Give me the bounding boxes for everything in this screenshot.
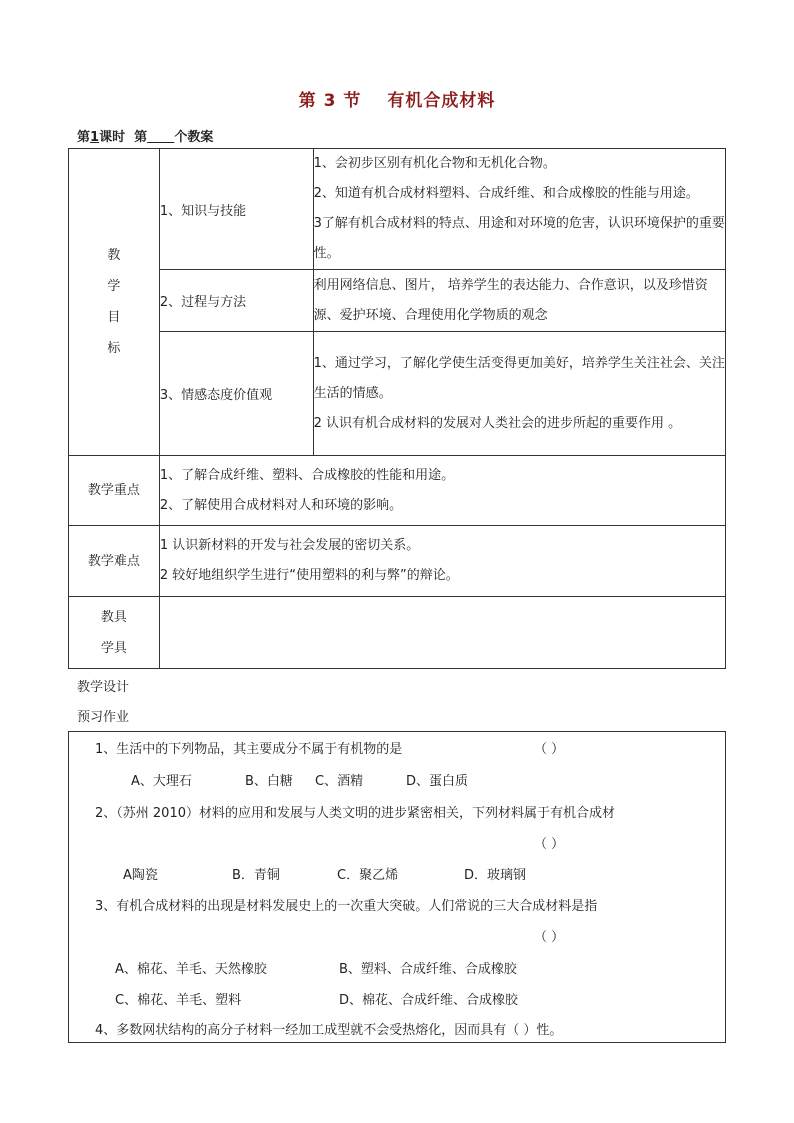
question-1-bracket: （ ）	[534, 742, 565, 757]
objective-label-attitude: 3、情感态度价值观	[159, 332, 313, 456]
question-1: 1、生活中的下列物品，其主要成分不属于有机物的是	[95, 742, 403, 757]
design-label: 教学设计	[77, 680, 130, 695]
option: B．青铜	[232, 868, 280, 883]
objective-content-knowledge: 1、会初步区别有机化合物和无机化合物。 2、知道有机合成材料塑料、合成纤维、和合成橡胶的性能与用途。 3了解有机合成材料的特点、用途和对环境的危害，认识环境保护的重要性。	[313, 149, 725, 270]
option: C．聚乙烯	[337, 868, 399, 883]
lesson-info: 第1课时 第 个教案	[77, 130, 214, 145]
option: C、酒精	[315, 774, 364, 789]
option: A、大理石	[131, 774, 192, 789]
option: B、塑料、合成纤维、合成橡胶	[339, 962, 517, 977]
option: D、蛋白质	[406, 774, 469, 789]
question-4: 4、多数网状结构的高分子材料一经加工成型就不会受热熔化，因而具有（ ）性。	[95, 1023, 563, 1038]
objective-label-process: 2、过程与方法	[159, 270, 313, 332]
key-points-label: 教学重点	[69, 456, 160, 526]
difficulties-content: 1 认识新材料的开发与社会发展的密切关系。 2 较好地组织学生进行“使用塑料的利与弊”的辩论。	[159, 526, 725, 597]
lesson-period: 1	[90, 130, 100, 145]
difficulties-label: 教学难点	[69, 526, 160, 597]
question-3: 3、有机合成材料的出现是材料发展史上的一次重大突破。人们常说的三大合成材料是指	[95, 899, 598, 914]
question-3-options-cd	[115, 989, 518, 1008]
option: D．玻璃钢	[464, 868, 527, 883]
question-1-options	[131, 770, 468, 789]
homework-box	[68, 731, 726, 1043]
preview-label: 预习作业	[77, 710, 130, 725]
question-3-bracket: （ ）	[534, 930, 565, 945]
objective-content-process: 利用网络信息、图片， 培养学生的表达能力、合作意识，以及珍惜资源、爱护环境、合理使用化学物质的观念	[313, 270, 725, 332]
question-2-options	[123, 864, 526, 883]
lesson-plan-table	[68, 148, 726, 669]
option: B、白糖	[245, 774, 293, 789]
page-title	[0, 86, 794, 111]
section-number: 第 3 节	[298, 91, 362, 111]
question-2-bracket: （ ）	[534, 837, 565, 852]
option: D、棉花、合成纤维、合成橡胶	[339, 993, 519, 1008]
option: A、棉花、羊毛、天然橡胶	[115, 962, 267, 977]
option: C、棉花、羊毛、塑料	[115, 993, 242, 1008]
objective-label-knowledge: 1、知识与技能	[159, 149, 313, 270]
option: A陶瓷	[123, 868, 158, 883]
objective-content-attitude: 1、通过学习，了解化学使生活变得更加美好，培养学生关注社会、关注生活的情感。 2 认识有机合成材料的发展对人类社会的进步所起的重要作用 。	[313, 332, 725, 456]
key-points-content: 1、了解合成纤维、塑料、合成橡胶的性能和用途。 2、了解使用合成材料对人和环境的影响。	[159, 456, 725, 526]
question-3-options-ab	[115, 958, 517, 977]
objectives-label: 教 学 目 标	[69, 149, 160, 456]
case-blank	[147, 130, 174, 145]
tools-label: 教具 学具	[69, 597, 160, 669]
question-2: 2、（苏州 2010）材料的应用和发展与人类文明的进步紧密相关，下列材料属于有机合成材	[95, 806, 615, 821]
tools-content	[159, 597, 725, 669]
section-name: 有机合成材料	[387, 91, 496, 111]
